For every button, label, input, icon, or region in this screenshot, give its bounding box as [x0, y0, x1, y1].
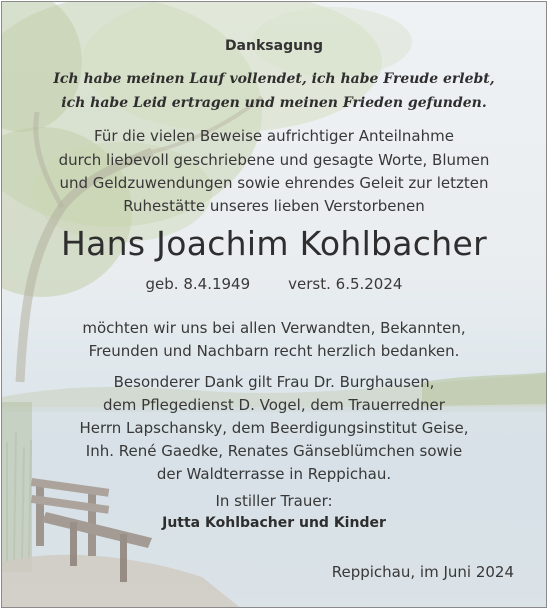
- verse-line-2: ich habe Leid ertragen und meinen Frieden gefunden.: [61, 95, 487, 111]
- intro-line-2: durch liebevoll geschriebene und gesagte Worte, Blumen: [58, 151, 490, 169]
- heading: Danksagung: [224, 38, 324, 54]
- obituary-card: [1, 1, 547, 608]
- life-dates: [2, 275, 546, 293]
- special-thanks-line-1: Besonderer Dank gilt Frau Dr. Burghausen,: [113, 373, 435, 391]
- intro-line-3: und Geldzuwendungen sowie ehrendes Geleit zur letzten: [59, 174, 489, 192]
- obituary-text: [2, 2, 546, 607]
- death-date: verst. 6.5.2024: [288, 275, 403, 293]
- intro-line-1: Für die vielen Beweise aufrichtiger Anteilnahme: [94, 127, 454, 145]
- special-thanks-line-4: Inh. René Gaedke, Renates Gänseblümchen sowie: [85, 442, 463, 460]
- family-signature: Jutta Kohlbacher und Kinder: [162, 515, 386, 531]
- intro-line-4: Ruhestätte unseres lieben Verstorbenen: [123, 197, 425, 215]
- special-thanks-line-2: dem Pflegedienst D. Vogel, dem Trauerredner: [103, 396, 445, 414]
- mourning-label: In stiller Trauer:: [215, 492, 333, 510]
- birth-date: geb. 8.4.1949: [145, 275, 251, 293]
- special-thanks-line-3: Herrn Lapschansky, dem Beerdigungsinstitut Geise,: [79, 419, 469, 437]
- verse-line-1: Ich habe meinen Lauf vollendet, ich habe Freude erlebt,: [53, 71, 495, 87]
- deceased-name: Hans Joachim Kohlbacher: [61, 224, 487, 263]
- thanks-line-1: möchten wir uns bei allen Verwandten, Bekannten,: [82, 319, 466, 337]
- thanks-line-2: Freunden und Nachbarn recht herzlich bedanken.: [88, 342, 460, 360]
- special-thanks-line-5: der Waldterrasse in Reppichau.: [156, 465, 392, 483]
- place-date: Reppichau, im Juni 2024: [331, 563, 514, 581]
